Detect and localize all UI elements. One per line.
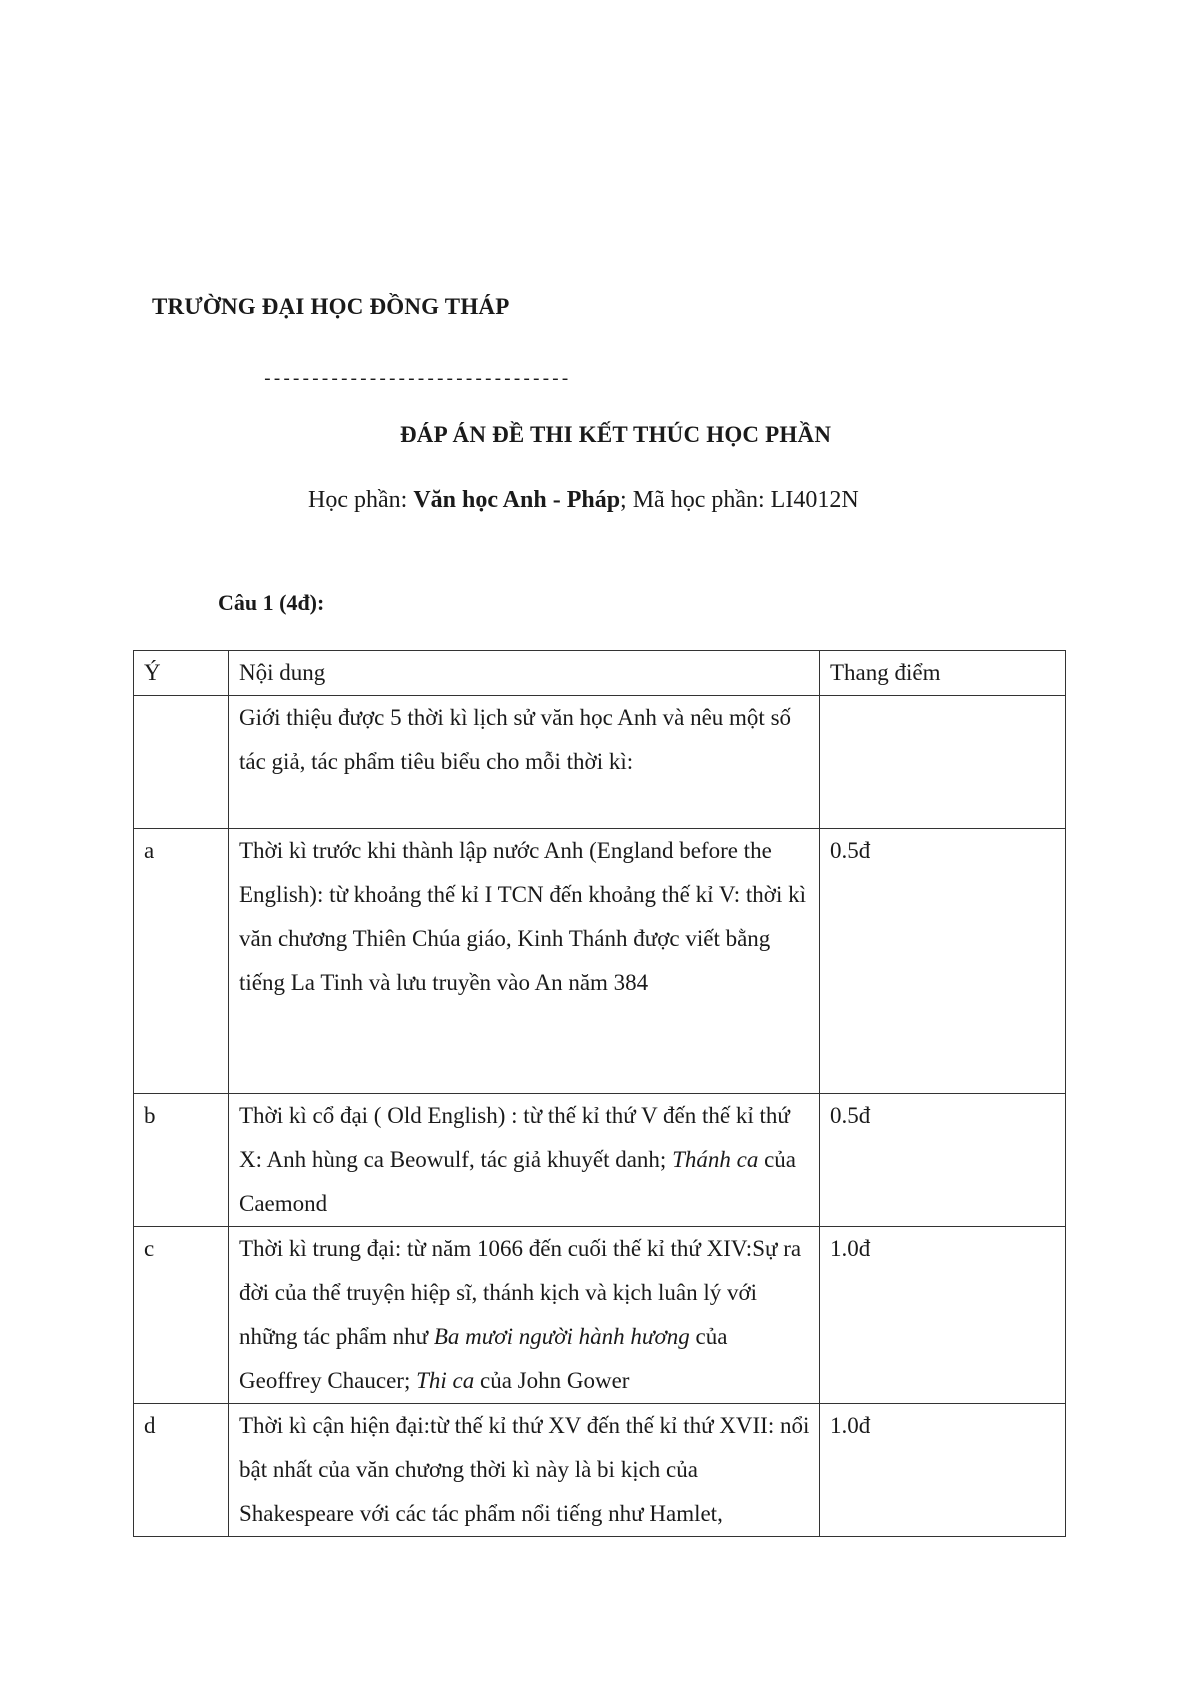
intro-y	[134, 696, 229, 829]
school-name: TRƯỜNG ĐẠI HỌC ĐỒNG THÁP	[152, 294, 510, 319]
row-content	[229, 829, 820, 1094]
row-score: 1.0đ	[820, 1404, 1066, 1537]
content-segment: Thời kì trước khi thành lập nước Anh (England before the English): từ khoảng thế kỉ I TCN đến khoảng thế kỉ V: thời kì văn chương Thiên Chúa giáo, Kinh Thánh được viết bằng tiếng La Tinh và lưu truyền vào An năm 384	[239, 838, 806, 995]
header-score: Thang điểm	[820, 651, 1066, 696]
content-segment-italic: Thánh ca	[672, 1147, 759, 1172]
row-content	[229, 1404, 820, 1537]
intro-score	[820, 696, 1066, 829]
table-row	[134, 1227, 1066, 1404]
course-code: ; Mã học phần: LI4012N	[620, 487, 859, 513]
intro-content: Giới thiệu được 5 thời kì lịch sử văn học Anh và nêu một số tác giả, tác phẩm tiêu biểu cho mỗi thời kì:	[229, 696, 820, 829]
table-row-intro	[134, 696, 1066, 829]
table-header-row	[134, 651, 1066, 696]
course-info	[308, 487, 859, 514]
question-label: Câu 1 (4đ):	[218, 590, 325, 615]
row-content	[229, 1094, 820, 1227]
row-score: 1.0đ	[820, 1227, 1066, 1404]
table-row	[134, 1404, 1066, 1537]
row-item-letter: a	[134, 829, 229, 1094]
table-row	[134, 1094, 1066, 1227]
header-content: Nội dung	[229, 651, 820, 696]
content-segment-italic: Ba mươi người hành hương	[433, 1324, 690, 1349]
content-segment: của Geoffrey Chaucer;	[239, 1324, 728, 1393]
course-prefix: Học phần:	[308, 487, 408, 513]
separator-line: --------------------------------	[262, 370, 570, 390]
content-segment: của Caemond	[239, 1147, 796, 1216]
content-segment-italic: Thi ca	[416, 1368, 475, 1393]
course-name: Văn học Anh - Pháp	[413, 487, 621, 513]
content-segment: Thời kì trung đại: từ năm 1066 đến cuối thế kỉ thứ XIV:Sự ra đời của thể truyện hiệp sĩ, thánh kịch và kịch luân lý với những tác phẩm như	[239, 1236, 802, 1349]
document-title: ĐÁP ÁN ĐỀ THI KẾT THÚC HỌC PHẦN	[400, 422, 832, 447]
row-content	[229, 1227, 820, 1404]
row-score: 0.5đ	[820, 829, 1066, 1094]
table-row	[134, 829, 1066, 1094]
content-segment: Thời kì cận hiện đại:từ thế kỉ thứ XV đến thế kỉ thứ XVII: nổi bật nhất của văn chương thời kì này là bi kịch của Shakespeare với các tác phẩm nổi tiếng như Hamlet,	[239, 1413, 810, 1526]
content-segment: Thời kì cổ đại ( Old English) : từ thế kỉ thứ V đến thế kỉ thứ X: Anh hùng ca Beowulf, tác giả khuyết danh;	[239, 1103, 790, 1172]
row-item-letter: c	[134, 1227, 229, 1404]
header-y: Ý	[134, 651, 229, 696]
row-item-letter: b	[134, 1094, 229, 1227]
answer-table	[133, 650, 1066, 1537]
row-item-letter: d	[134, 1404, 229, 1537]
row-score: 0.5đ	[820, 1094, 1066, 1227]
content-segment: của John Gower	[474, 1368, 630, 1393]
